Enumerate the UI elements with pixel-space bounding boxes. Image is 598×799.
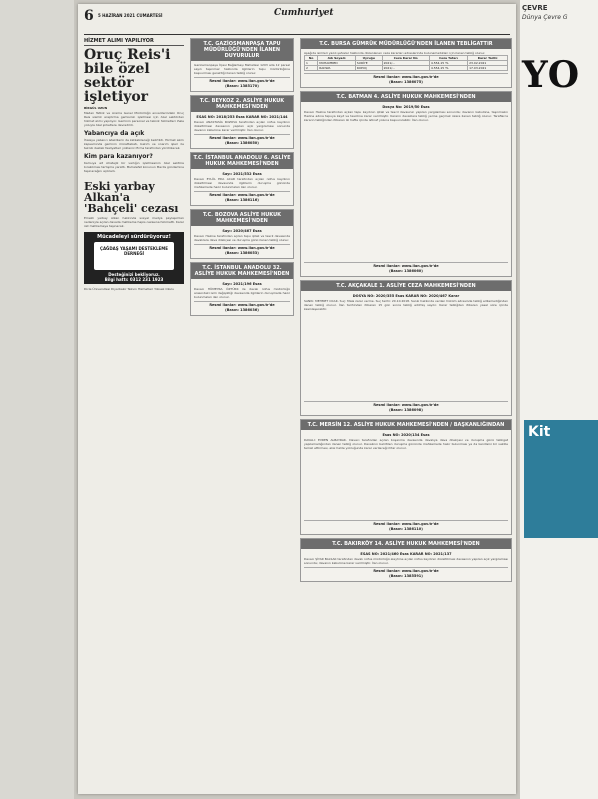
notice-ref: ESAS NO: 2018/253 Esas KARAR NO: 2021/144 <box>196 115 288 119</box>
table-cell: 2021/... <box>382 61 429 66</box>
notice-basin: (Basın: 1386060) <box>389 269 423 273</box>
article-body: İhaleye yabancı isteklilerin de katılabileceği belirtildi. Hizmet alımı kapsamında geminin mürettebatı, bakım ve onarım işleri ile teknik destek faaliyetleri yüklenici firma tarafından yürütülecek. <box>84 138 184 150</box>
table-row <box>305 66 508 71</box>
notice-body: Davacı ANASTASİA KOZOVA tarafından açılan nüfus kaydının düzeltilmesi davasının yapılan açık yargılaması sonunda davanın kabulüne karar verilmiştir. İlan olunur. <box>194 120 290 132</box>
table-header: Uyruğu <box>355 56 382 61</box>
table-cell: SURİYE <box>355 61 382 66</box>
notice-footer: Resmi ilanlar: www.ilan.gov.tr'de <box>304 73 508 79</box>
notice-footer: Resmi ilanlar: www.ilan.gov.tr'de <box>194 191 290 197</box>
issue-date: 5 HAZİRAN 2021 CUMARTESİ <box>98 13 163 18</box>
right-page-headline: YO <box>522 54 580 96</box>
notice-basin: (Basın: 1386098) <box>389 408 423 412</box>
notice-title: T.C. AKÇAKALE 1. ASLİYE CEZA MAHKEMESİ'NDEN <box>301 281 511 291</box>
table-cell: 4.554,15 TL <box>429 66 467 71</box>
legal-notice <box>190 262 294 316</box>
notice-title: T.C. GAZİOSMANPAŞA TAPU MÜDÜRLÜĞÜ'NDEN İLANEN DUYURULUR <box>191 39 293 61</box>
notice-body: SANIK: MEHMET OCAK. Suç: Mala zarar verme. Suç tarihi: 20.10.2018. Sanık hakkında verilen hüküm adresinde tebliğ edilemediğinden ilanen tebliğ olunur. İlan tarihinden itibaren 15 gün sonra tebliğ edilmiş sayılır. Karar tebliğden itibaren yasal süre içinde kesinleşecektir. <box>304 299 508 311</box>
notice-ref: Sayı: 2020/467 Esas <box>222 229 262 233</box>
notice-ref: DOSYA NO: 2020/355 Esas KARAR NO: 2020/467 Karar <box>352 294 460 298</box>
article-subhead: Kim para kazanıyor? <box>84 153 153 160</box>
notice-basin: (Basın: 1386053) <box>225 251 259 255</box>
page-header <box>84 8 510 35</box>
notice-basin: (Basın: 1386110) <box>389 527 423 531</box>
legal-notice <box>300 91 512 277</box>
caption: Dicle Üniversitesi Diyarbakır Tekvin Hizmetleri Yüksek Okulu <box>84 287 175 291</box>
notice-body: Davacı EYLÜL EDA ACAR tarafından açılan nüfus kaydının düzeltilmesi davasında ilgililerin duruşma gününde mahkemede hazır bulunmaları ilan olunur. <box>194 177 290 189</box>
notice-basin: (Basın: 1386116) <box>225 198 259 202</box>
right-page-subtitle: Dünya Çevre G <box>522 14 568 21</box>
table-cell: 17.03.2021 <box>468 66 508 71</box>
notice-body: Davacı Hazine tarafından açılan tapu kaydının iptali ve tescil davasının yapılan yargılaması sonunda; davanın kabulüne, taşınmazın Hazine adına tapuya kayıt ve tesciline karar verilmiştir. Kararın davalılara tebliğ yerine geçmek üzere ilanen tebliğ olunur. Taraflarca kararın tebliğinden itibaren iki hafta içinde istinaf yoluna başvurulabilir. İlan olunur. <box>304 110 508 122</box>
newspaper-brand: Cumhuriyet <box>274 8 334 18</box>
notices-column <box>190 38 294 319</box>
table-cell: 2021/... <box>382 66 429 71</box>
table-header: Ceza Tutarı <box>429 56 467 61</box>
news-column <box>84 38 184 291</box>
notice-basin: (Basın: 1385170) <box>225 84 259 88</box>
right-page-brand: ÇEVRE <box>522 4 548 12</box>
legal-notice <box>300 38 512 88</box>
notice-ref: Sayı: 2021/532 Esas <box>222 172 262 176</box>
table-header: Ceza Karar No <box>382 56 429 61</box>
newspaper-page <box>78 4 516 794</box>
page-number: 6 <box>84 8 94 24</box>
table-cell: 2 <box>305 66 318 71</box>
legal-notice <box>190 95 294 149</box>
table-cell: RADWA <box>318 66 356 71</box>
notice-body: Davacı HÜMEYRA ÖZTÜRK ile davalı nüfus müdürlüğü arasındaki isim değişikliği davasında ilgililerin duruşmada hazır bulunmaları ilan olunur. <box>194 287 290 299</box>
notice-title: T.C. BOZOVA ASLİYE HUKUK MAHKEMESİ'NDEN <box>191 210 293 226</box>
adjacent-page-right <box>520 0 598 799</box>
notice-footer: Resmi ilanlar: www.ilan.gov.tr'de <box>304 401 508 407</box>
table-header: Adı Soyadı <box>318 56 356 61</box>
table-cell: 1 <box>305 61 318 66</box>
table-cell: MUHAMMED <box>318 61 356 66</box>
legal-notice <box>300 419 512 535</box>
ad-slogan: Desteğinizi bekliyoruz. <box>108 272 160 277</box>
notice-body: Davacı Hazine tarafından açılan tapu iptali ve tescil davasında davalılara dava dilekçesi ve duruşma günü ilanen tebliğ olunur. <box>194 234 290 242</box>
notice-title: T.C. BURSA GÜMRÜK MÜDÜRLÜĞÜ'NDEN İLANEN TEBLİGATTIR <box>301 39 511 49</box>
article-body: Maden Tetkik ve Arama Genel Müdürlüğü envanterindeki Oruç Reis sismik araştırma gemisinin işletmesi için özel sektörden hizmet alımı yapılıyor. Geminin personel ve teknik hizmetleri ihale yoluyla özel şirketlere devredildi. <box>84 111 184 127</box>
notice-basin: (Basın: 1385591) <box>389 574 423 578</box>
notice-footer: Resmi ilanlar: www.ilan.gov.tr'de <box>194 77 290 83</box>
notice-basin: (Basın: 1386075) <box>389 80 423 84</box>
notice-ref: ESAS NO: 2021/460 Esas KARAR NO: 2021/137 <box>360 552 452 556</box>
notice-footer: Resmi ilanlar: www.ilan.gov.tr'de <box>194 134 290 140</box>
notice-title: T.C. İSTANBUL ANADOLU 32. ASLİYE HUKUK MAHKEMESİ'NDEN <box>191 263 293 279</box>
legal-notice <box>300 538 512 582</box>
legal-notice <box>190 209 294 259</box>
notice-ref: Sayı: 2021/196 Esas <box>222 282 262 286</box>
article-body: Emekli yarbay Alkan hakkında sosyal medya paylaşımları nedeniyle açılan davada mahkeme hapis cezasına hükmetti. Karar üst mahkemeye taşınacak. <box>84 216 184 228</box>
table-cell: 4.554,15 TL <box>429 61 467 66</box>
notice-body: Aşağıda isimleri yazılı şahıslar hakkında düzenlenen ceza kararları adreslerinde bulunamadıkları için ilanen tebliğ olunur. <box>304 51 486 55</box>
article-body: Kamuya ait stratejik bir varlığın işletmesinin özel sektöre bırakılması tartışma yarattı. Muhalefet konunun Meclis gündemine taşınacağını açıkladı. <box>84 161 184 173</box>
notice-body: Gaziosmanpaşa İlçesi Bağlarbaşı Mahallesi 1203 ada 12 parsel sayılı taşınmaz hakkında ilgililerin tapu müdürlüğüne başvurması gerektiği ilanen tebliğ olunur. <box>194 63 290 75</box>
notice-footer: Resmi ilanlar: www.ilan.gov.tr'de <box>304 262 508 268</box>
legal-notice <box>300 280 512 416</box>
legal-notice <box>190 38 294 92</box>
notice-ref: Esas NO: 2020/134 Esas <box>382 433 430 437</box>
notice-body: Davacı ŞİYAR BALSAK tarafından davalı nüfus müdürlüğü aleyhine açılan nüfus kaydının düzeltilmesi davasının yapılan açık yargılaması sonunda; davanın kabulüne karar verilmiştir. İlan olunur. <box>304 557 508 565</box>
notice-footer: Resmi ilanlar: www.ilan.gov.tr'de <box>194 244 290 250</box>
notice-body: DAVALI: EVREN ALBAYRAK. Davacı tarafından açılan boşanma davasında davalıya dava dilekçesi ve duruşma günü tebligat yapılamadığından ilanen tebliğ olunur. Davalının belirtilen duruşma gününde mahkemede hazır bulunması ya da kendisini bir vekille temsil ettirmesi, aksi halde yokluğunda karar verileceği ihtar olunur. <box>304 438 508 450</box>
article-subhead: Yabancıya da açık <box>84 130 145 137</box>
notice-title: T.C. BAKIRKÖY 14. ASLİYE HUKUK MAHKEMESİ'NDEN <box>301 539 511 549</box>
article-author: BİRGÜL UZUN <box>84 106 108 110</box>
table-cell: KOPUÇ <box>355 66 382 71</box>
article-headline: Oruç Reis'i bile özel sektör işletiyor <box>84 47 171 105</box>
notices-column-wide <box>300 38 512 585</box>
table-cell: 23.02.2021 <box>468 61 508 66</box>
notice-title: T.C. BATMAN 4. ASLİYE HUKUK MAHKEMESİ'NDEN <box>301 92 511 102</box>
notice-title: T.C. MERSİN 12. ASLİYE HUKUK MAHKEMESİ'NDEN / BAŞKANLIĞINDAN <box>301 420 511 430</box>
notice-table <box>304 55 508 71</box>
table-header: Karar Tarihi <box>468 56 508 61</box>
notice-footer: Resmi ilanlar: www.ilan.gov.tr'de <box>304 520 508 526</box>
article-kicker: HİZMET ALIMI YAPILIYOR <box>84 38 184 46</box>
notice-ref: Dosya No: 2019/50 Esas <box>382 105 430 109</box>
adjacent-page-left <box>0 0 74 799</box>
notice-basin: (Basın: 1386036) <box>225 308 259 312</box>
advertisement <box>84 232 184 284</box>
notice-footer: Resmi ilanlar: www.ilan.gov.tr'de <box>304 567 508 573</box>
notice-title: T.C. BEYKOZ 2. ASLİYE HUKUK MAHKEMESİ'NDEN <box>191 96 293 112</box>
notice-basin: (Basın: 1386050) <box>225 141 259 145</box>
article-headline-2: Eski yarbay Alkan'a 'Bahçeli' cezası <box>84 180 179 215</box>
legal-notice <box>190 152 294 206</box>
ad-title: Mücadeleyi sürdürüyoruz! <box>97 234 171 240</box>
right-page-ad-block: Kit <box>524 420 598 538</box>
ad-logo: ÇAĞDAŞ YAŞAMI DESTEKLEME DERNEĞİ <box>94 242 174 270</box>
notice-title: T.C. İSTANBUL ANADOLU 6. ASLİYE HUKUK MAHKEMESİ'NDEN <box>191 153 293 169</box>
ad-phone: Bilgi hattı: 0312 231 1923 <box>104 277 164 282</box>
table-header: No <box>305 56 318 61</box>
notice-footer: Resmi ilanlar: www.ilan.gov.tr'de <box>194 301 290 307</box>
